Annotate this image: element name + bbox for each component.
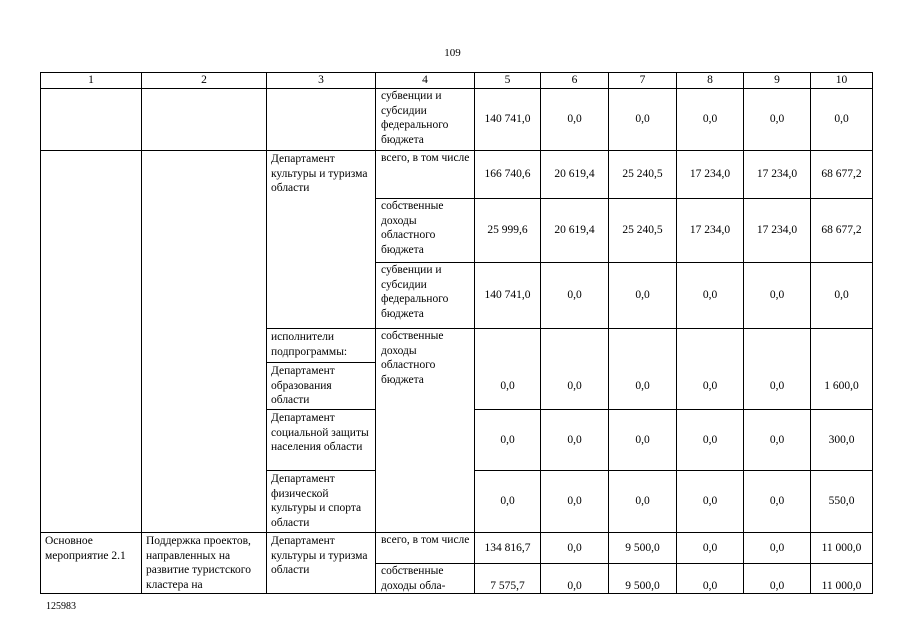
value-cell: 140 741,0 (475, 89, 541, 151)
column-header: 6 (541, 73, 609, 89)
value-cell: 1 600,0 (811, 363, 873, 410)
value-cell: 0,0 (744, 363, 811, 410)
value-cell: 0,0 (609, 410, 677, 471)
budget-table (40, 72, 873, 594)
column-header: 8 (677, 73, 744, 89)
value-cell: 0,0 (677, 410, 744, 471)
value-cell: 0,0 (744, 564, 811, 594)
value-cell: 68 677,2 (811, 199, 873, 263)
column-header: 5 (475, 73, 541, 89)
executor-cell: Департамент социальной защиты населения области (267, 410, 376, 471)
value-cell: 0,0 (475, 363, 541, 410)
value-cell: 0,0 (541, 471, 609, 533)
value-cell: 0,0 (541, 410, 609, 471)
value-cell: 25 240,5 (609, 151, 677, 199)
value-cell: 9 500,0 (609, 533, 677, 564)
activity-cell: Основное мероприятие 2.1 (41, 533, 142, 594)
value-cell: 300,0 (811, 410, 873, 471)
funding-source-cell: субвенции и субсидии федерального бюджета (376, 89, 475, 151)
value-cell: 17 234,0 (744, 151, 811, 199)
value-cell: 0,0 (744, 410, 811, 471)
value-cell: 0,0 (677, 471, 744, 533)
funding-source-cell: собственные доходы обла- (376, 564, 475, 594)
funding-source-cell: субвенции и субсидии федерального бюджета (376, 263, 475, 329)
column-header: 9 (744, 73, 811, 89)
value-cell: 25 240,5 (609, 199, 677, 263)
value-cell: 0,0 (541, 263, 609, 329)
value-cell: 0,0 (609, 471, 677, 533)
value-cell: 25 999,6 (475, 199, 541, 263)
table-row (41, 89, 873, 151)
value-cell: 0,0 (677, 363, 744, 410)
empty-cell (267, 89, 376, 151)
value-cell: 20 619,4 (541, 199, 609, 263)
funding-source-cell: собственные доходы областного бюджета (376, 329, 475, 533)
value-cell: 11 000,0 (811, 533, 873, 564)
value-cell: 17 234,0 (677, 151, 744, 199)
value-cell: 0,0 (744, 471, 811, 533)
value-cell: 0,0 (677, 89, 744, 151)
activity-description-cell: Поддержка проектов, направленных на развитие туристского кластера на (142, 533, 267, 594)
column-header: 4 (376, 73, 475, 89)
value-cell: 9 500,0 (609, 564, 677, 594)
empty-cell (811, 329, 873, 363)
empty-cell (41, 151, 142, 533)
executor-cell: Департамент культуры и туризма области (267, 533, 376, 594)
value-cell: 17 234,0 (744, 199, 811, 263)
value-cell: 11 000,0 (811, 564, 873, 594)
empty-cell (142, 89, 267, 151)
value-cell: 68 677,2 (811, 151, 873, 199)
value-cell: 550,0 (811, 471, 873, 533)
executor-cell: Департамент культуры и туризма области (267, 151, 376, 329)
value-cell: 0,0 (475, 471, 541, 533)
column-header: 10 (811, 73, 873, 89)
executors-label-cell: исполнители подпрограммы: (267, 329, 376, 363)
column-header: 1 (41, 73, 142, 89)
value-cell: 166 740,6 (475, 151, 541, 199)
column-header: 7 (609, 73, 677, 89)
table-row (41, 151, 873, 199)
executor-cell: Департамент физической культуры и спорта области (267, 471, 376, 533)
empty-cell (744, 329, 811, 363)
value-cell: 0,0 (677, 564, 744, 594)
funding-source-cell: собственные доходы областного бюджета (376, 199, 475, 263)
value-cell: 0,0 (541, 533, 609, 564)
empty-cell (609, 329, 677, 363)
value-cell: 0,0 (677, 533, 744, 564)
value-cell: 0,0 (811, 263, 873, 329)
document-code: 125983 (46, 601, 76, 612)
value-cell: 20 619,4 (541, 151, 609, 199)
column-header: 2 (142, 73, 267, 89)
funding-source-cell: всего, в том числе (376, 533, 475, 564)
value-cell: 7 575,7 (475, 564, 541, 594)
value-cell: 0,0 (811, 89, 873, 151)
value-cell: 0,0 (609, 263, 677, 329)
empty-cell (541, 329, 609, 363)
value-cell: 134 816,7 (475, 533, 541, 564)
table-row (41, 533, 873, 564)
executor-cell: Департамент образования области (267, 363, 376, 410)
empty-cell (475, 329, 541, 363)
value-cell: 0,0 (541, 564, 609, 594)
empty-cell (142, 151, 267, 533)
value-cell: 17 234,0 (677, 199, 744, 263)
value-cell: 0,0 (541, 89, 609, 151)
value-cell: 0,0 (677, 263, 744, 329)
value-cell: 0,0 (744, 533, 811, 564)
value-cell: 0,0 (744, 89, 811, 151)
value-cell: 140 741,0 (475, 263, 541, 329)
value-cell: 0,0 (541, 363, 609, 410)
value-cell: 0,0 (744, 263, 811, 329)
column-header: 3 (267, 73, 376, 89)
value-cell: 0,0 (609, 363, 677, 410)
empty-cell (41, 89, 142, 151)
page-number: 109 (444, 47, 461, 59)
value-cell: 0,0 (609, 89, 677, 151)
funding-source-cell: всего, в том числе (376, 151, 475, 199)
header-row (41, 73, 873, 89)
empty-cell (677, 329, 744, 363)
value-cell: 0,0 (475, 410, 541, 471)
